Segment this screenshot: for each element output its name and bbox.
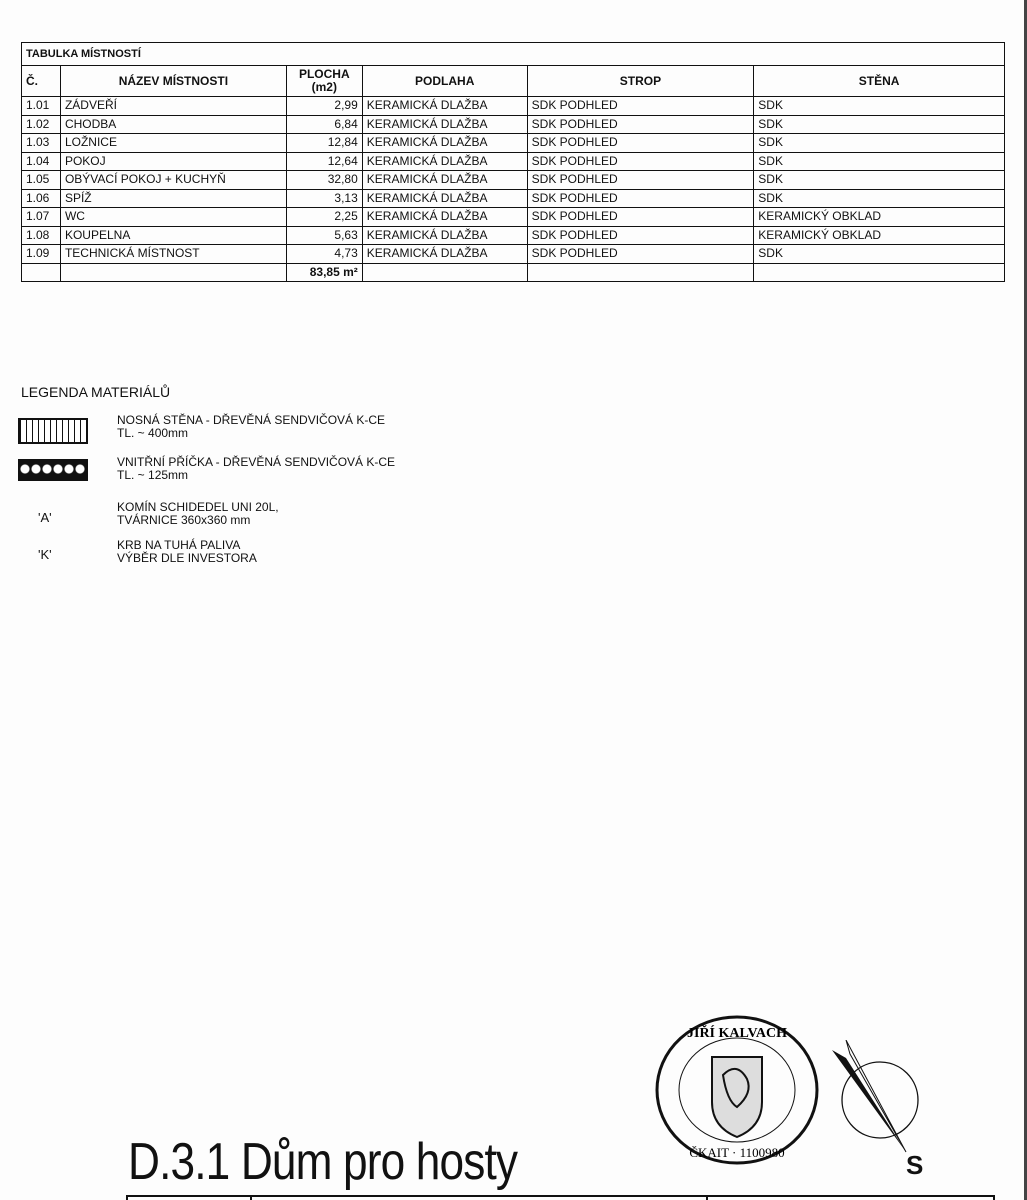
table-cell: SDK [754,245,1005,264]
table-cell: SDK [754,97,1005,116]
table-cell: 12,64 [286,152,362,171]
table-cell: SDK [754,171,1005,190]
table-cell: KERAMICKÁ DLAŽBA [362,171,527,190]
table-cell: SDK PODHLED [527,97,754,116]
table-row [22,134,1005,153]
table-cell: 5,63 [286,226,362,245]
table-row [22,189,1005,208]
table-row [22,97,1005,116]
table-cell: CHODBA [60,115,286,134]
table-cell: 2,99 [286,97,362,116]
table-cell: 1.02 [22,115,61,134]
table-cell: 32,80 [286,171,362,190]
table-cell: KERAMICKÝ OBKLAD [754,226,1005,245]
table-cell: KOUPELNA [60,226,286,245]
svg-text:JIŘÍ KALVACH: JIŘÍ KALVACH [687,1026,787,1041]
table-cell: SDK [754,115,1005,134]
table-cell: KERAMICKÁ DLAŽBA [362,134,527,153]
legend-item-line1: NOSNÁ STĚNA - DŘEVĚNÁ SENDVIČOVÁ K-CE [117,413,386,427]
table-cell: SDK PODHLED [527,134,754,153]
room-table [21,42,1005,282]
table-cell: KERAMICKÝ OBKLAD [754,208,1005,227]
legend-mark-k: 'K' [38,547,52,562]
table-header-row [22,66,1005,97]
legend-item-line1: KOMÍN SCHIDEDEL UNI 20L, [117,500,279,514]
legend-title: LEGENDA MATERIÁLŮ [21,384,171,400]
table-row [22,226,1005,245]
legend-item-line1: KRB NA TUHÁ PALIVA [117,538,241,552]
table-cell: 1.03 [22,134,61,153]
table-cell: KERAMICKÁ DLAŽBA [362,97,527,116]
table-cell: SDK [754,189,1005,208]
table-cell: 1.08 [22,226,61,245]
column-header: PLOCHA (m2) [286,66,362,97]
column-header: NÁZEV MÍSTNOSTI [60,66,286,97]
table-row [22,152,1005,171]
table-cell: WC [60,208,286,227]
table-cell: KERAMICKÁ DLAŽBA [362,245,527,264]
table-cell: 1.04 [22,152,61,171]
table-cell: SDK PODHLED [527,115,754,134]
svg-text:ČKAIT · 1100980: ČKAIT · 1100980 [689,1145,785,1160]
table-cell: SDK PODHLED [527,245,754,264]
table-cell: SPÍŽ [60,189,286,208]
table-cell: KERAMICKÁ DLAŽBA [362,152,527,171]
table-cell: 1.01 [22,97,61,116]
table-cell: KERAMICKÁ DLAŽBA [362,189,527,208]
table-cell: 1.06 [22,189,61,208]
table-cell: LOŽNICE [60,134,286,153]
table-cell: SDK [754,152,1005,171]
table-cell: 12,84 [286,134,362,153]
table-cell: KERAMICKÁ DLAŽBA [362,208,527,227]
legend-item-line1: VNITŘNÍ PŘÍČKA - DŘEVĚNÁ SENDVIČOVÁ K-CE [117,455,396,469]
table-total-row [22,263,1005,282]
table-cell: SDK PODHLED [527,152,754,171]
column-header: Č. [22,66,61,97]
table-cell: 2,25 [286,208,362,227]
legend-item-line2: TVÁRNICE 360x360 mm [117,513,251,527]
legend-item-line2: VÝBĚR DLE INVESTORA [117,551,257,565]
table-row [22,115,1005,134]
table-cell: SDK PODHLED [527,171,754,190]
table-cell: SDK [754,134,1005,153]
table-cell: TECHNICKÁ MÍSTNOST [60,245,286,264]
table-cell: POKOJ [60,152,286,171]
table-cell: SDK PODHLED [527,208,754,227]
table-row [22,245,1005,264]
legend-mark-a: 'A' [38,510,52,525]
drawing-title: D.3.1 Dům pro hosty [128,1133,518,1191]
column-header: STĚNA [754,66,1005,97]
table-cell: 1.07 [22,208,61,227]
partition-wall-hatch-icon [18,459,88,481]
table-cell: KERAMICKÁ DLAŽBA [362,115,527,134]
table-cell: SDK PODHLED [527,226,754,245]
table-cell: 1.09 [22,245,61,264]
legend-item-line2: TL. ~ 125mm [117,468,189,482]
table-cell: 6,84 [286,115,362,134]
table-title: TABULKA MÍSTNOSTÍ [22,43,1005,66]
table-cell: ZÁDVEŘÍ [60,97,286,116]
load-bearing-wall-hatch-icon [18,418,88,444]
column-header: STROP [527,66,754,97]
table-cell: 3,13 [286,189,362,208]
table-row [22,208,1005,227]
engineer-stamp-icon [655,1015,820,1165]
total-area: 83,85 m² [286,263,362,282]
column-header: PODLAHA [362,66,527,97]
north-arrow-icon [830,1040,920,1155]
table-cell: SDK PODHLED [527,189,754,208]
legend-item-line2: TL. ~ 400mm [117,426,189,440]
table-cell: 1.05 [22,171,61,190]
table-cell: OBÝVACÍ POKOJ + KUCHYŇ [60,171,286,190]
north-label: S [906,1150,924,1180]
table-cell: KERAMICKÁ DLAŽBA [362,226,527,245]
table-row [22,171,1005,190]
table-cell: 4,73 [286,245,362,264]
title-block [126,1195,995,1200]
